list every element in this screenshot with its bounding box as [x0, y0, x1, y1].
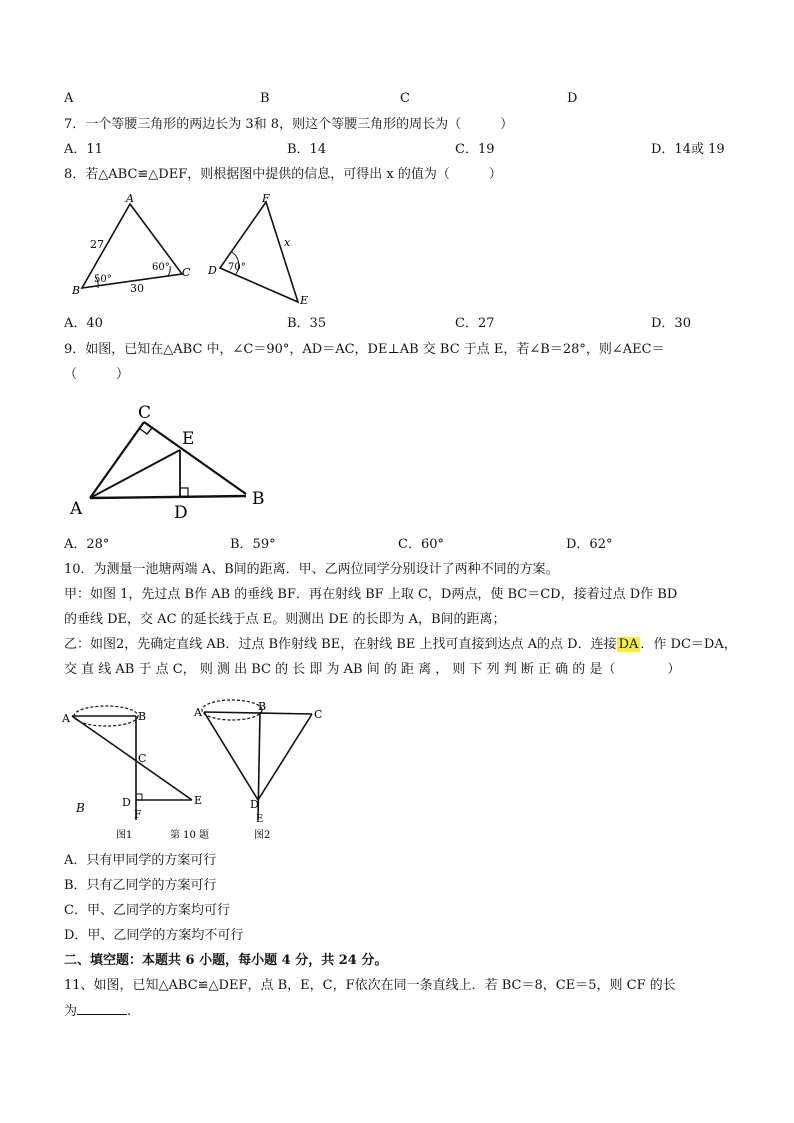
answer-blank[interactable]: [77, 1014, 127, 1015]
fig1-vertex-a: A: [62, 712, 70, 725]
angle-d-label: 70°: [228, 262, 246, 273]
q10-jia-line1: 甲：如图 1，先过点 B作 AB 的垂线 BF．再在射线 BF 上取 C，D两点，使 BC＝CD，接着过点 D作 BD: [64, 587, 678, 602]
fig2-vertex-b: B: [258, 700, 267, 713]
vertex-f: F: [262, 192, 270, 205]
q7-option-a: A．11: [64, 142, 103, 157]
fig1-caption: 图1: [116, 830, 133, 841]
fig2-vertex-c: C: [314, 708, 323, 721]
fig1-side-label: B: [76, 801, 85, 815]
option-c-label: C: [400, 91, 410, 106]
fig2-title: 第 10 题: [170, 830, 210, 841]
vertex-b: B: [252, 489, 265, 509]
q9-stem-line2: （ ）: [64, 367, 130, 382]
fig1-vertex-c: C: [138, 752, 147, 765]
q10-jia-line2: 的垂线 DE，交 AC 的延长线于点 E。则测出 DE 的长即为 A，B间的距离；: [64, 612, 506, 627]
q9-figure: [62, 390, 282, 525]
q10-option-a: A．只有甲同学的方案可行: [64, 853, 217, 868]
q8-figure: [60, 190, 320, 310]
section-2-title: 二、填空题：本题共 6 小题，每小题 4 分，共 24 分。: [64, 953, 388, 968]
fig1-vertex-d: D: [122, 796, 131, 809]
q9-option-d: D．62°: [566, 537, 613, 552]
highlighted-da: DA: [618, 637, 639, 652]
triangle-def: [207, 192, 308, 307]
angle-b-label: 50°: [94, 274, 112, 285]
vertex-d: D: [174, 503, 188, 523]
vertex-e: E: [300, 294, 309, 307]
q10-figure-1: [61, 706, 202, 841]
q9-option-a: A．28°: [64, 537, 110, 552]
q10-figure: [60, 692, 350, 847]
q11-stem-line2: 为 .: [64, 1004, 132, 1019]
option-d-label: D: [567, 91, 578, 106]
fig1-vertex-b: B: [138, 710, 147, 723]
q9-option-b: B．59°: [230, 537, 276, 552]
vertex-c: C: [182, 266, 191, 279]
fig2-vertex-d: D: [250, 798, 259, 811]
q8-option-a: A．40: [64, 316, 103, 331]
q10-option-b: B．只有乙同学的方案可行: [64, 878, 217, 893]
q11-stem-line1: 11、如图，已知△ABC≌△DEF，点 B，E，C，F依次在同一条直线上．若 BC＝8，CE＝5，则 CF 的长: [64, 978, 676, 993]
q10-yi-line1-tail: ．作 DC＝DA，: [640, 637, 737, 652]
vertex-a: A: [126, 192, 134, 205]
q8-option-b: B．35: [287, 316, 327, 331]
q9-option-c: C．60°: [398, 537, 444, 552]
option-a-label: A: [64, 91, 74, 106]
q11-stem-line2-text: 为: [64, 1004, 78, 1019]
q9-stem-line1: 9．如图，已知在△ABC 中，∠C＝90°，AD＝AC，DE⊥AB 交 BC 于点 E，若∠B＝28°，则∠AEC＝: [64, 342, 665, 357]
fig1-vertex-e: E: [194, 794, 203, 807]
vertex-b: B: [72, 284, 81, 297]
vertex-d: D: [208, 264, 217, 277]
q8-option-d: D．30: [651, 316, 691, 331]
side-ab-label: 27: [90, 238, 104, 251]
q7-stem: 7．一个等腰三角形的两边长为 3和 8，则这个等腰三角形的周长为（ ）: [64, 117, 514, 132]
fig2-vertex-a: A: [194, 706, 202, 719]
fig2-caption: 图2: [254, 830, 271, 841]
q10-yi-line1-text: 乙：如图2，先确定直线 AB．过点 B作射线 BE，在射线 BE 上找可直接到达点 A的点 D．连接: [64, 637, 617, 652]
q10-stem: 10．为测量一池塘两端 A、B间的距离．甲、乙两位同学分别设计了两种不同的方案。: [64, 562, 559, 577]
q10-yi-line2: 交 直 线 AB 于 点 C， 则 测 出 BC 的 长 即 为 AB 间 的 距 离 ， 则 下 列 判 断 正 确 的 是（ ）: [64, 662, 681, 677]
side-x-label: x: [284, 236, 291, 249]
fig1-vertex-f: F: [134, 808, 142, 821]
fig2-vertex-e: E: [256, 814, 264, 825]
q10-yi-line1: [64, 636, 737, 654]
vertex-e: E: [182, 429, 195, 449]
q10-option-d: D．甲、乙同学的方案均不可行: [64, 928, 244, 943]
angle-c-label: 60°: [152, 262, 170, 273]
q7-option-b: B．14: [287, 142, 327, 157]
q7-option-d: D．14或 19: [651, 142, 725, 157]
triangle-abc-right: [69, 403, 265, 523]
triangle-abc: [71, 192, 191, 297]
q10-option-c: C．甲、乙同学的方案均可行: [64, 903, 230, 918]
q8-option-c: C．27: [455, 316, 495, 331]
q10-figure-2: [170, 700, 322, 841]
q7-option-c: C．19: [455, 142, 495, 157]
q8-stem: 8．若△ABC≌△DEF，则根据图中提供的信息，可得出 x 的值为（ ）: [64, 167, 502, 182]
side-bc-label: 30: [130, 282, 144, 295]
option-b-label: B: [260, 91, 270, 106]
vertex-c: C: [138, 403, 152, 423]
vertex-a: A: [70, 499, 83, 519]
